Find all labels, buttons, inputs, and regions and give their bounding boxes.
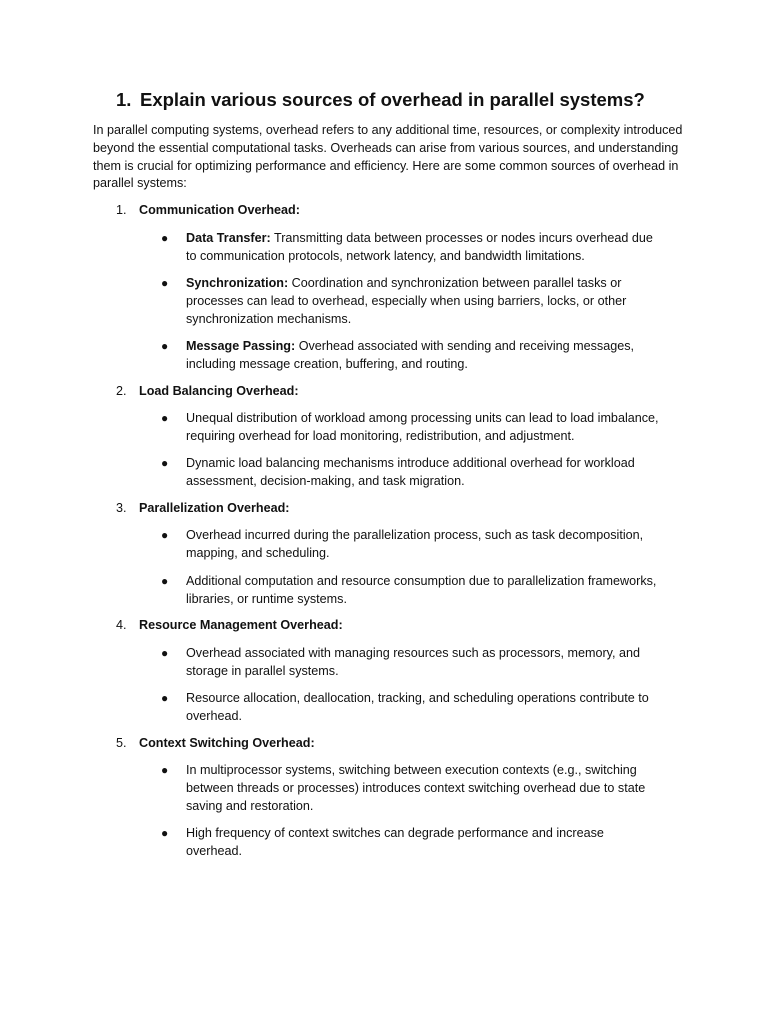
section-title-text: Parallelization Overhead:: [139, 501, 290, 515]
bullet-icon: ●: [161, 826, 169, 840]
bullet-text: [186, 230, 661, 266]
section-title: [116, 735, 315, 753]
bullet-text: [186, 275, 661, 328]
heading-number: 1.: [116, 89, 132, 110]
list-item: [161, 230, 661, 266]
list-item: [161, 645, 661, 681]
bullet-text: Dynamic load balancing mechanisms introduce additional overhead for workload assessment, decision-making, and task migration.: [186, 456, 635, 488]
section-number: 4.: [116, 618, 127, 632]
section-title-text: Context Switching Overhead:: [139, 736, 315, 750]
bullet-text: In multiprocessor systems, switching between execution contexts (e.g., switching between threads or processes) introduces context switching overhead due to state saving and restoration.: [186, 763, 646, 813]
section-number: 3.: [116, 501, 127, 515]
bullet-text: Overhead incurred during the parallelization process, such as task decomposition, mapping, and scheduling.: [186, 528, 644, 560]
list-item: [161, 762, 661, 815]
bullet-icon: ●: [161, 411, 169, 425]
section-title-text: Resource Management Overhead:: [139, 618, 343, 632]
list-item: [161, 275, 661, 328]
bullet-text: Additional computation and resource consumption due to parallelization frameworks, libraries, or runtime systems.: [186, 574, 657, 606]
intro-paragraph: In parallel computing systems, overhead refers to any additional time, resources, or complexity introduced beyond the essential computational tasks. Overheads can arise from various sources, and understanding them is crucial for optimizing performance and efficiency. Here are some common sources of overhead in parallel systems:: [93, 123, 683, 191]
bullet-body: Coordination and synchronization between parallel tasks or processes can lead to overhead, especially when using barriers, locks, or other synchronization mechanisms.: [186, 276, 627, 326]
bullet-label: Synchronization:: [186, 276, 289, 290]
section-title: [116, 383, 299, 401]
heading-text: Explain various sources of overhead in parallel systems?: [140, 89, 645, 110]
bullet-text: [186, 338, 661, 374]
bullet-icon: ●: [161, 231, 169, 245]
bullet-body: Transmitting data between processes or nodes incurs overhead due to communication protocols, network latency, and bandwidth limitations.: [186, 231, 653, 263]
bullet-icon: ●: [161, 691, 169, 705]
section-number: 2.: [116, 384, 127, 398]
section-title-text: Load Balancing Overhead:: [139, 384, 299, 398]
bullet-text: Overhead associated with managing resources such as processors, memory, and storage in parallel systems.: [186, 646, 641, 678]
bullet-label: Data Transfer:: [186, 231, 271, 245]
list-item: [161, 825, 661, 861]
bullet-text: Resource allocation, deallocation, tracking, and scheduling operations contribute to overhead.: [186, 691, 649, 723]
list-item: [161, 338, 661, 374]
section-number: 1.: [116, 203, 127, 217]
bullet-icon: ●: [161, 339, 169, 353]
bullet-icon: ●: [161, 276, 169, 290]
bullet-icon: ●: [161, 763, 169, 777]
list-item: [161, 527, 661, 563]
section-title: [116, 202, 300, 220]
section-number: 5.: [116, 736, 127, 750]
bullet-icon: ●: [161, 646, 169, 660]
bullet-body: Overhead associated with sending and receiving messages, including message creation, buffering, and routing.: [186, 339, 635, 371]
list-item: [161, 690, 661, 726]
list-item: [161, 455, 661, 491]
bullet-text: Unequal distribution of workload among processing units can lead to load imbalance, requiring overhead for load monitoring, redistribution, and adjustment.: [186, 411, 659, 443]
section-title: [116, 500, 289, 518]
bullet-icon: ●: [161, 456, 169, 470]
bullet-text: High frequency of context switches can degrade performance and increase overhead.: [186, 826, 604, 858]
bullet-label: Message Passing:: [186, 339, 296, 353]
list-item: [161, 573, 661, 609]
bullet-icon: ●: [161, 528, 169, 542]
section-title: [116, 617, 343, 635]
bullet-icon: ●: [161, 574, 169, 588]
section-title-text: Communication Overhead:: [139, 203, 300, 217]
list-item: [161, 410, 661, 446]
